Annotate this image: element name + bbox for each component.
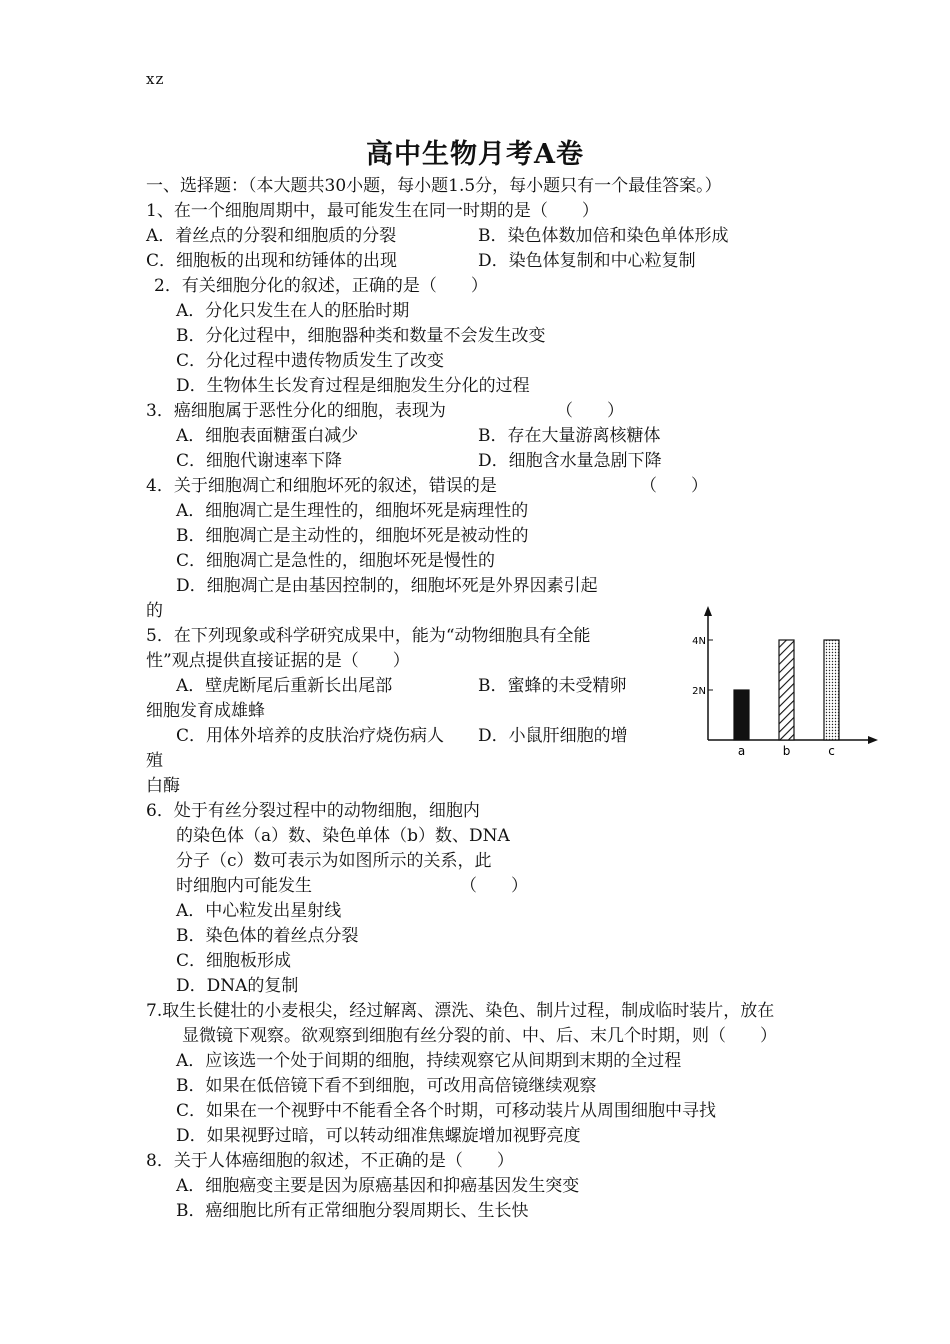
q4-option-a: A．细胞凋亡是生理性的，细胞坏死是病理性的 — [176, 501, 529, 521]
chromosome-dna-bar-chart — [690, 600, 880, 760]
q2-option-c: C．分化过程中遗传物质发生了改变 — [176, 351, 445, 371]
q7-stem-line1: 7.取生长健壮的小麦根尖，经过解离、漂洗、染色、制片过程，制成临时装片，放在 — [146, 1001, 775, 1021]
q6-stem-line3: 分子（c）数可表示为如图所示的关系，此 — [176, 851, 492, 871]
section-header: 一、选择题：（本大题共30小题，每小题1.5分，每小题只有一个最佳答案。） — [146, 176, 722, 196]
q8-option-b: B．癌细胞比所有正常细胞分裂周期长、生长快 — [176, 1201, 529, 1221]
q4-option-c: C．细胞凋亡是急性的，细胞坏死是慢性的 — [176, 551, 496, 571]
q7-option-d: D．如果视野过暗，可以转动细准焦螺旋增加视野亮度 — [176, 1126, 581, 1146]
q4-option-d: D．细胞凋亡是由基因控制的，细胞坏死是外界因素引起 — [176, 576, 598, 596]
q5-extra-text: 白酶 — [146, 776, 180, 796]
q1-stem: 1、在一个细胞周期中，最可能发生在同一时期的是（ ） — [146, 201, 599, 221]
q1-option-a: A．着丝点的分裂和细胞质的分裂 — [146, 226, 397, 246]
q4-option-b: B．细胞凋亡是主动性的，细胞坏死是被动性的 — [176, 526, 529, 546]
q1-option-d: D．染色体复制和中心粒复制 — [478, 251, 696, 271]
q3-option-d: D．细胞含水量急剧下降 — [478, 451, 662, 471]
q7-option-c: C．如果在一个视野中不能看全各个时期，可移动装片从周围细胞中寻找 — [176, 1101, 717, 1121]
q3-option-c: C．细胞代谢速率下降 — [176, 451, 343, 471]
q7-option-a: A．应该选一个处于间期的细胞，持续观察它从间期到末期的全过程 — [176, 1051, 682, 1071]
q5-option-a: A．壁虎断尾后重新长出尾部 — [176, 676, 393, 696]
q5-stem-line2: 性”观点提供直接证据的是（ ） — [146, 651, 410, 671]
q5-stem-line1: 5．在下列现象或科学研究成果中，能为“动物细胞具有全能 — [146, 626, 591, 646]
q8-stem: 8．关于人体癌细胞的叙述，不正确的是（ ） — [146, 1151, 514, 1171]
y-axis-arrow — [704, 606, 712, 616]
q4-option-d-continued: 的 — [146, 601, 163, 621]
y-tick-label: 4N — [692, 636, 706, 647]
q6-option-b: B．染色体的着丝点分裂 — [176, 926, 359, 946]
q5-option-b: B．蜜蜂的未受精卵 — [478, 676, 627, 696]
header-mark: xz — [146, 70, 165, 88]
q6-option-c: C．细胞板形成 — [176, 951, 292, 971]
q1-option-b: B．染色体数加倍和染色单体形成 — [478, 226, 729, 246]
x-tick-label: a — [737, 744, 746, 758]
q2-option-d: D．生物体生长发育过程是细胞发生分化的过程 — [176, 376, 530, 396]
q1-option-c: C．细胞板的出现和纺锤体的出现 — [146, 251, 398, 271]
q4-answer-paren: （ ） — [640, 476, 708, 496]
bar-a — [734, 690, 749, 740]
q5-option-d-continued: 殖 — [146, 751, 163, 771]
q3-answer-paren: （ ） — [556, 401, 624, 421]
q6-stem-line2: 的染色体（a）数、染色单体（b）数、DNA — [176, 826, 510, 846]
q6-stem-line4: 时细胞内可能发生 — [176, 876, 312, 896]
q2-option-a: A．分化只发生在人的胚胎时期 — [176, 301, 410, 321]
q6-stem-line1: 6．处于有丝分裂过程中的动物细胞，细胞内 — [146, 801, 480, 821]
page-title: 高中生物月考A卷 — [366, 139, 584, 170]
q6-option-a: A．中心粒发出星射线 — [176, 901, 342, 921]
x-tick-label: b — [782, 744, 791, 758]
y-tick-label: 2N — [692, 686, 706, 697]
q3-stem: 3．癌细胞属于恶性分化的细胞，表现为 — [146, 401, 446, 421]
q6-answer-paren: （ ） — [460, 876, 528, 896]
q7-option-b: B．如果在低倍镜下看不到细胞，可改用高倍镜继续观察 — [176, 1076, 597, 1096]
q8-option-a: A．细胞癌变主要是因为原癌基因和抑癌基因发生突变 — [176, 1176, 580, 1196]
x-tick-label: c — [828, 744, 835, 758]
q5-option-b-continued: 细胞发育成雄蜂 — [146, 701, 265, 721]
q4-stem: 4．关于细胞凋亡和细胞坏死的叙述，错误的是 — [146, 476, 497, 496]
q5-option-d: D．小鼠肝细胞的增 — [478, 726, 628, 746]
q2-option-b: B．分化过程中，细胞器种类和数量不会发生改变 — [176, 326, 546, 346]
bar-c — [824, 640, 839, 740]
q6-option-d: D．DNA的复制 — [176, 976, 299, 996]
q3-option-b: B．存在大量游离核糖体 — [478, 426, 661, 446]
q3-option-a: A．细胞表面糖蛋白减少 — [176, 426, 359, 446]
x-axis-arrow — [868, 736, 878, 744]
bar-b — [779, 640, 794, 740]
q5-option-c: C．用体外培养的皮肤治疗烧伤病人 — [176, 726, 445, 746]
q7-stem-line2: 显微镜下观察。欲观察到细胞有丝分裂的前、中、后、末几个时期，则（ ） — [182, 1026, 777, 1046]
q2-stem: 2．有关细胞分化的叙述，正确的是（ ） — [154, 276, 488, 296]
